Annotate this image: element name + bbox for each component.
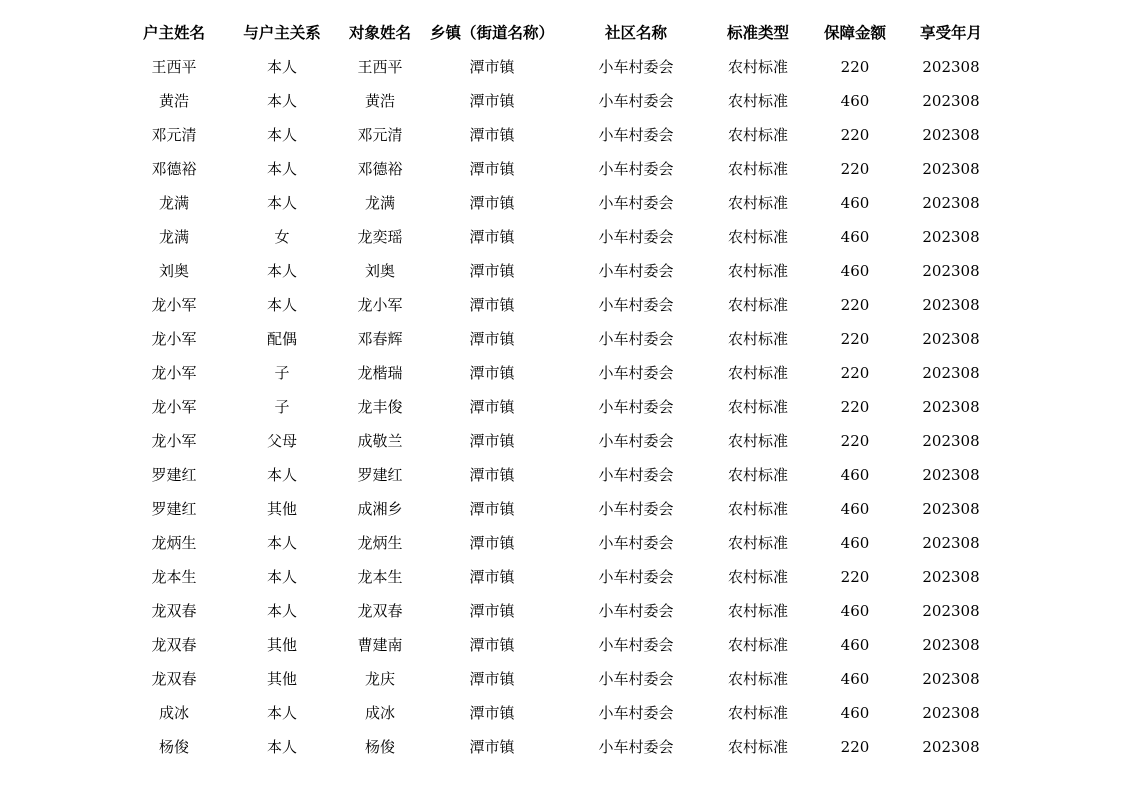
recipient-name-cell: 龙奕瑶 [357,228,403,246]
table-row [0,560,1122,594]
township-cell: 潭市镇 [469,398,515,416]
township-cell: 潭市镇 [469,704,515,722]
table-row [0,186,1122,220]
community-cell: 小车村委会 [598,296,674,314]
amount-cell: 460 [840,636,870,654]
amount-cell: 220 [840,160,870,178]
relation-cell: 本人 [266,58,297,76]
township-cell: 潭市镇 [469,364,515,382]
township-cell: 潭市镇 [469,466,515,484]
benefit-month-cell: 202308 [922,602,980,620]
household-head-name-cell: 杨俊 [158,738,189,756]
relation-cell: 本人 [266,92,297,110]
amount-cell: 220 [840,296,870,314]
recipient-name-cell: 龙炳生 [357,534,403,552]
recipient-name-cell: 龙庆 [364,670,395,688]
household-head-name-cell: 邓元清 [151,126,197,144]
benefit-month-cell: 202308 [922,738,980,756]
township-cell: 潭市镇 [469,602,515,620]
recipient-name-cell: 曹建南 [357,636,403,654]
township-cell: 潭市镇 [469,262,515,280]
table-row [0,390,1122,424]
table-row [0,662,1122,696]
recipient-name-cell: 龙小军 [357,296,403,314]
relation-cell: 其他 [266,500,297,518]
relation-cell: 本人 [266,296,297,314]
relation-cell: 本人 [266,568,297,586]
amount-cell: 220 [840,330,870,348]
community-cell: 小车村委会 [598,636,674,654]
benefit-month-cell: 202308 [922,58,980,76]
relation-cell: 本人 [266,466,297,484]
community-cell: 小车村委会 [598,500,674,518]
header-township: 乡镇（街道名称） [429,24,554,42]
benefit-month-cell: 202308 [922,296,980,314]
township-cell: 潭市镇 [469,738,515,756]
standard-type-cell: 农村标准 [727,228,788,246]
table-header-row [0,16,1122,50]
header-subsidy-amount: 保障金额 [823,24,886,42]
household-head-name-cell: 龙双春 [151,602,197,620]
standard-type-cell: 农村标准 [727,670,788,688]
amount-cell: 460 [840,704,870,722]
table-row [0,526,1122,560]
township-cell: 潭市镇 [469,194,515,212]
township-cell: 潭市镇 [469,568,515,586]
township-cell: 潭市镇 [469,432,515,450]
benefit-month-cell: 202308 [922,262,980,280]
household-head-name-cell: 成冰 [158,704,189,722]
relation-cell: 本人 [266,534,297,552]
relation-cell: 其他 [266,636,297,654]
community-cell: 小车村委会 [598,568,674,586]
relation-cell: 子 [274,364,290,382]
household-head-name-cell: 王西平 [151,58,197,76]
standard-type-cell: 农村标准 [727,568,788,586]
recipient-name-cell: 成湘乡 [357,500,403,518]
amount-cell: 220 [840,398,870,416]
township-cell: 潭市镇 [469,58,515,76]
table-row [0,424,1122,458]
table-row [0,152,1122,186]
amount-cell: 460 [840,228,870,246]
community-cell: 小车村委会 [598,364,674,382]
township-cell: 潭市镇 [469,228,515,246]
household-head-name-cell: 黄浩 [158,92,189,110]
household-head-name-cell: 邓德裕 [151,160,197,178]
subsidy-table [0,16,1122,764]
standard-type-cell: 农村标准 [727,738,788,756]
table-row [0,118,1122,152]
household-head-name-cell: 龙小军 [151,398,197,416]
table-body [0,50,1122,764]
recipient-name-cell: 邓春辉 [357,330,403,348]
standard-type-cell: 农村标准 [727,500,788,518]
community-cell: 小车村委会 [598,330,674,348]
household-head-name-cell: 罗建红 [151,500,197,518]
relation-cell: 其他 [266,670,297,688]
township-cell: 潭市镇 [469,534,515,552]
relation-cell: 女 [274,228,290,246]
standard-type-cell: 农村标准 [727,534,788,552]
table-row [0,288,1122,322]
benefit-month-cell: 202308 [922,228,980,246]
header-household-head-name: 户主姓名 [142,24,205,42]
benefit-month-cell: 202308 [922,466,980,484]
recipient-name-cell: 王西平 [357,58,403,76]
community-cell: 小车村委会 [598,432,674,450]
amount-cell: 460 [840,500,870,518]
amount-cell: 220 [840,364,870,382]
header-benefit-month: 享受年月 [919,24,982,42]
standard-type-cell: 农村标准 [727,262,788,280]
community-cell: 小车村委会 [598,92,674,110]
relation-cell: 本人 [266,126,297,144]
relation-cell: 本人 [266,602,297,620]
standard-type-cell: 农村标准 [727,466,788,484]
table-row [0,254,1122,288]
household-head-name-cell: 龙本生 [151,568,197,586]
community-cell: 小车村委会 [598,534,674,552]
standard-type-cell: 农村标准 [727,194,788,212]
benefit-month-cell: 202308 [922,330,980,348]
amount-cell: 460 [840,466,870,484]
benefit-month-cell: 202308 [922,194,980,212]
relation-cell: 本人 [266,704,297,722]
benefit-month-cell: 202308 [922,500,980,518]
standard-type-cell: 农村标准 [727,364,788,382]
relation-cell: 父母 [266,432,297,450]
benefit-month-cell: 202308 [922,126,980,144]
household-head-name-cell: 刘奥 [158,262,189,280]
household-head-name-cell: 龙小军 [151,330,197,348]
community-cell: 小车村委会 [598,602,674,620]
recipient-name-cell: 杨俊 [364,738,395,756]
benefit-month-cell: 202308 [922,670,980,688]
header-community-name: 社区名称 [604,24,667,42]
recipient-name-cell: 邓元清 [357,126,403,144]
recipient-name-cell: 刘奥 [364,262,395,280]
community-cell: 小车村委会 [598,466,674,484]
amount-cell: 220 [840,738,870,756]
amount-cell: 220 [840,568,870,586]
table-row [0,356,1122,390]
community-cell: 小车村委会 [598,160,674,178]
township-cell: 潭市镇 [469,636,515,654]
township-cell: 潭市镇 [469,126,515,144]
standard-type-cell: 农村标准 [727,92,788,110]
header-standard-type: 标准类型 [726,24,789,42]
household-head-name-cell: 龙炳生 [151,534,197,552]
standard-type-cell: 农村标准 [727,636,788,654]
township-cell: 潭市镇 [469,500,515,518]
benefit-month-cell: 202308 [922,704,980,722]
township-cell: 潭市镇 [469,296,515,314]
amount-cell: 460 [840,534,870,552]
standard-type-cell: 农村标准 [727,58,788,76]
benefit-month-cell: 202308 [922,432,980,450]
benefit-month-cell: 202308 [922,568,980,586]
table-row [0,730,1122,764]
recipient-name-cell: 成冰 [364,704,395,722]
community-cell: 小车村委会 [598,670,674,688]
relation-cell: 本人 [266,738,297,756]
relation-cell: 配偶 [266,330,297,348]
amount-cell: 220 [840,126,870,144]
recipient-name-cell: 邓德裕 [357,160,403,178]
household-head-name-cell: 龙小军 [151,364,197,382]
table-row [0,458,1122,492]
standard-type-cell: 农村标准 [727,296,788,314]
relation-cell: 子 [274,398,290,416]
recipient-name-cell: 龙丰俊 [357,398,403,416]
township-cell: 潭市镇 [469,670,515,688]
header-relation-to-head: 与户主关系 [243,24,321,42]
recipient-name-cell: 龙满 [364,194,395,212]
household-head-name-cell: 罗建红 [151,466,197,484]
amount-cell: 460 [840,194,870,212]
household-head-name-cell: 龙小军 [151,296,197,314]
benefit-month-cell: 202308 [922,636,980,654]
benefit-month-cell: 202308 [922,534,980,552]
amount-cell: 460 [840,262,870,280]
recipient-name-cell: 龙本生 [357,568,403,586]
amount-cell: 220 [840,432,870,450]
community-cell: 小车村委会 [598,228,674,246]
benefit-month-cell: 202308 [922,92,980,110]
table-row [0,84,1122,118]
standard-type-cell: 农村标准 [727,160,788,178]
township-cell: 潭市镇 [469,330,515,348]
amount-cell: 460 [840,92,870,110]
standard-type-cell: 农村标准 [727,432,788,450]
community-cell: 小车村委会 [598,194,674,212]
benefit-month-cell: 202308 [922,364,980,382]
standard-type-cell: 农村标准 [727,398,788,416]
recipient-name-cell: 龙楷瑞 [357,364,403,382]
community-cell: 小车村委会 [598,58,674,76]
relation-cell: 本人 [266,160,297,178]
amount-cell: 220 [840,58,870,76]
township-cell: 潭市镇 [469,92,515,110]
benefit-month-cell: 202308 [922,160,980,178]
township-cell: 潭市镇 [469,160,515,178]
community-cell: 小车村委会 [598,262,674,280]
household-head-name-cell: 龙双春 [151,636,197,654]
header-recipient-name: 对象姓名 [348,24,411,42]
standard-type-cell: 农村标准 [727,126,788,144]
relation-cell: 本人 [266,262,297,280]
relation-cell: 本人 [266,194,297,212]
household-head-name-cell: 龙满 [158,228,189,246]
table-row [0,220,1122,254]
community-cell: 小车村委会 [598,398,674,416]
household-head-name-cell: 龙双春 [151,670,197,688]
community-cell: 小车村委会 [598,704,674,722]
table-row [0,322,1122,356]
table-row [0,696,1122,730]
recipient-name-cell: 罗建红 [357,466,403,484]
standard-type-cell: 农村标准 [727,602,788,620]
recipient-name-cell: 龙双春 [357,602,403,620]
community-cell: 小车村委会 [598,126,674,144]
standard-type-cell: 农村标准 [727,330,788,348]
amount-cell: 460 [840,670,870,688]
benefit-month-cell: 202308 [922,398,980,416]
recipient-name-cell: 成敬兰 [357,432,403,450]
household-head-name-cell: 龙满 [158,194,189,212]
recipient-name-cell: 黄浩 [364,92,395,110]
table-row [0,50,1122,84]
household-head-name-cell: 龙小军 [151,432,197,450]
amount-cell: 460 [840,602,870,620]
table-row [0,492,1122,526]
table-row [0,628,1122,662]
standard-type-cell: 农村标准 [727,704,788,722]
table-row [0,594,1122,628]
community-cell: 小车村委会 [598,738,674,756]
